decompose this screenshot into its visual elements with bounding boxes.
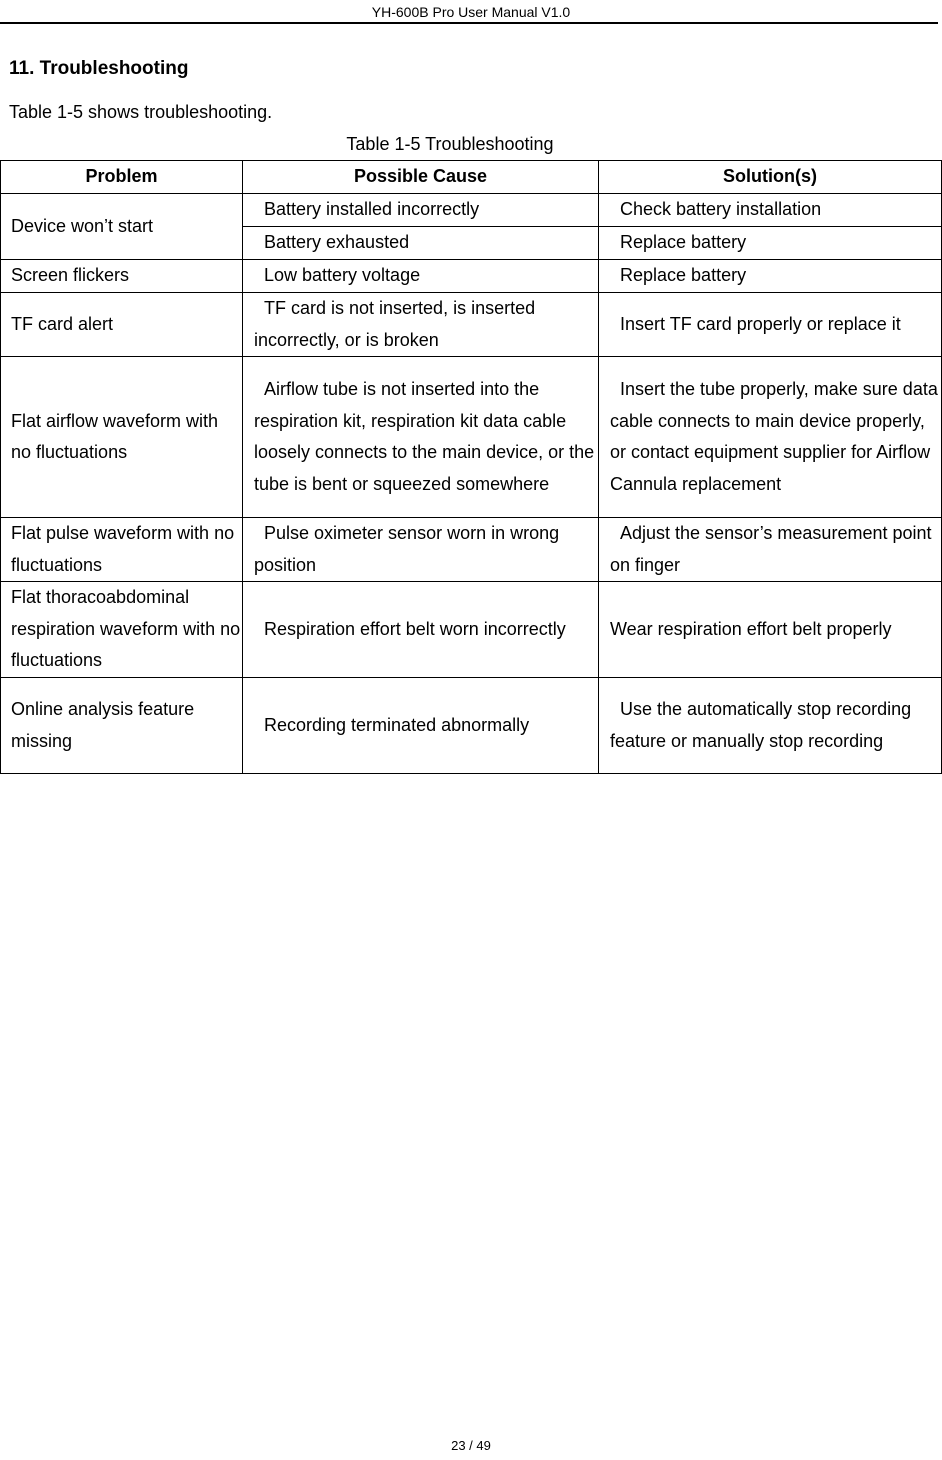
cell-solution: Wear respiration effort belt properly <box>599 582 942 678</box>
page-header: YH-600B Pro User Manual V1.0 <box>371 4 571 20</box>
cell-cause <box>243 518 599 582</box>
solution-text: Use the automatically stop recording feature or manually stop recording <box>610 699 912 751</box>
cell-cause <box>243 293 599 357</box>
solution-text: Insert TF card properly or replace it <box>620 313 901 334</box>
cell-problem: Screen flickers <box>1 260 243 293</box>
cell-cause <box>243 260 599 293</box>
cell-cause <box>243 582 599 678</box>
cause-text: Pulse oximeter sensor worn in wrong position <box>254 523 560 575</box>
cell-cause <box>243 194 599 227</box>
solution-text: Check battery installation <box>620 199 822 220</box>
cell-solution <box>599 518 942 582</box>
section-title: 11. Troubleshooting <box>9 58 189 79</box>
page-number: 23 / 49 <box>451 1438 491 1453</box>
solution-text: Adjust the sensor’s measurement point on finger <box>610 523 932 575</box>
cell-problem: Online analysis feature missing <box>1 678 243 774</box>
cell-solution <box>599 227 942 260</box>
cell-cause <box>243 678 599 774</box>
header-possible-cause: Possible Cause <box>243 161 599 194</box>
cell-solution <box>599 260 942 293</box>
table-caption: Table 1-5 Troubleshooting <box>346 134 554 154</box>
solution-text: Replace battery <box>620 265 747 286</box>
intro-text: Table 1-5 shows troubleshooting. <box>9 102 273 122</box>
solution-text: Insert the tube properly, make sure data cable connects to main device properly, or contact equipment supplier for Airflow Cannula replacement <box>610 379 938 494</box>
table-row <box>1 518 942 582</box>
table-row <box>1 293 942 357</box>
table-row <box>1 194 942 227</box>
cell-problem: Flat pulse waveform with no fluctuations <box>1 518 243 582</box>
header-rule <box>0 22 938 24</box>
cell-problem: Flat airflow waveform with no fluctuations <box>1 357 243 518</box>
cell-solution <box>599 293 942 357</box>
table-header-row <box>1 161 942 194</box>
cause-text: TF card is not inserted, is inserted incorrectly, or is broken <box>254 298 536 350</box>
table-row <box>1 582 942 678</box>
cell-cause <box>243 357 599 518</box>
cell-problem: Flat thoracoabdominal respiration waveform with no fluctuations <box>1 582 243 678</box>
header-solution: Solution(s) <box>599 161 942 194</box>
cell-problem: Device won’t start <box>1 194 243 260</box>
cell-solution <box>599 194 942 227</box>
cell-solution <box>599 678 942 774</box>
solution-text: Replace battery <box>620 232 747 253</box>
troubleshooting-table <box>0 160 942 774</box>
cell-cause <box>243 227 599 260</box>
table-row <box>1 678 942 774</box>
cause-text: Airflow tube is not inserted into the respiration kit, respiration kit data cable loosely connects to the main device, or the tube is bent or squeezed somewhere <box>254 379 595 494</box>
table-row <box>1 357 942 518</box>
cause-text: Low battery voltage <box>264 265 421 286</box>
cause-text: Battery exhausted <box>264 232 410 253</box>
table-row <box>1 260 942 293</box>
header-problem: Problem <box>1 161 243 194</box>
cause-text: Battery installed incorrectly <box>264 199 480 220</box>
cause-text: Respiration effort belt worn incorrectly <box>264 618 566 639</box>
cell-problem: TF card alert <box>1 293 243 357</box>
cause-text: Recording terminated abnormally <box>264 714 530 735</box>
cell-solution <box>599 357 942 518</box>
